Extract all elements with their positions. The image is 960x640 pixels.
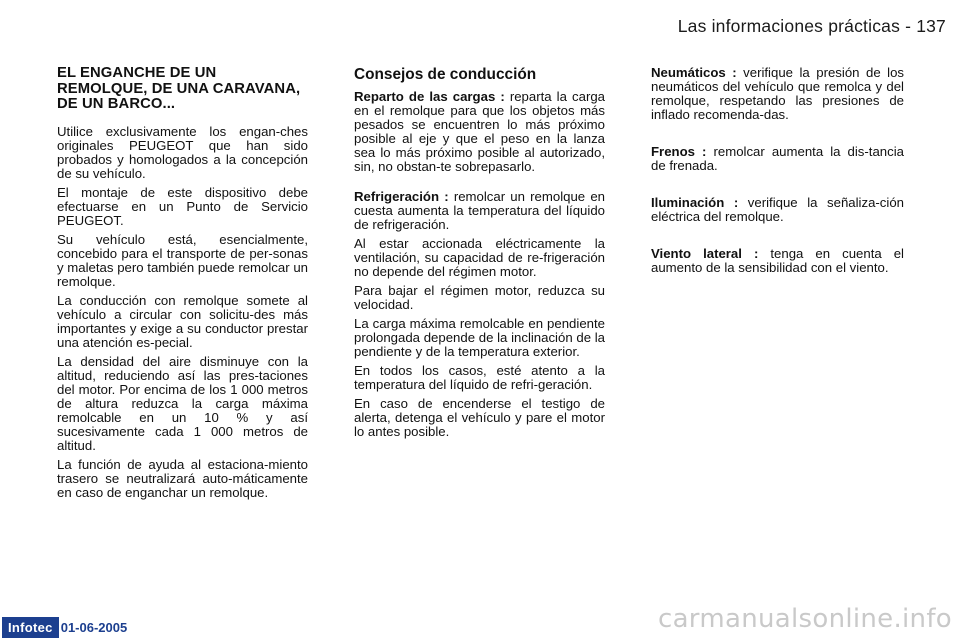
column-checks [651, 66, 904, 298]
header-separator: - [905, 16, 912, 36]
advice-paragraph: Para bajar el régimen motor, reduzca su velocidad. [354, 283, 605, 312]
towing-paragraph: El montaje de este dispositivo debe efectuarse en un Punto de Servicio PEUGEOT. [57, 184, 308, 228]
brakes-label: Frenos : [651, 144, 707, 159]
lighting-label: Iluminación : [651, 195, 739, 210]
column-towing [57, 66, 308, 505]
print-date: 01-06-2005 [60, 620, 128, 635]
crosswind-text: tenga en cuenta el aumento de la sensibilidad con el viento. [651, 246, 904, 275]
lighting-text: verifique la señaliza-ción eléctrica del remolque. [651, 195, 904, 224]
cooling-text: remolcar un remolque en cuesta aumenta la temperatura del líquido de refrigeración. [354, 189, 605, 232]
page-number: 137 [916, 16, 946, 36]
tyres-label: Neumáticos : [651, 65, 737, 80]
site-watermark: carmanualsonline.info [657, 604, 952, 634]
load-paragraph [354, 90, 605, 174]
tyres-text: verifique la presión de los neumáticos del vehículo que remolca y del remolque, respetando las presiones de inflado recomenda-das. [651, 65, 904, 122]
load-label: Reparto de las cargas : [354, 89, 505, 104]
lighting-item [651, 196, 904, 224]
section-title: Las informaciones prácticas [677, 16, 901, 36]
towing-paragraph: Su vehículo está, esencialmente, concebido para el transporte de per-sonas y maletas pero también puede remolcar un remolque. [57, 231, 308, 289]
towing-paragraph: Utilice exclusivamente los engan-ches originales PEUGEOT que han sido probados y homologados a la concepción de su vehículo. [57, 123, 308, 181]
page-header [678, 16, 946, 37]
advice-paragraph: En caso de encenderse el testigo de alerta, detenga el vehículo y pare el motor lo antes posible. [354, 396, 605, 439]
brakes-item [651, 145, 904, 173]
towing-title: EL ENGANCHE DE UN REMOLQUE, DE UNA CARAVANA, DE UN BARCO... [57, 65, 301, 112]
towing-paragraph: La conducción con remolque somete al vehículo a circular con solicitu-des más importantes y exige a su conductor prestar una atención es-pecial. [57, 292, 308, 350]
towing-paragraph: La densidad del aire disminuye con la altitud, reduciendo así las pres-taciones del motor. Por encima de los 1 000 metros de altura reduzca la carga máxima remolcable en un 10 % y así sucesivamente cada 1 000 metros de altitud. [57, 353, 308, 453]
advice-paragraph: La carga máxima remolcable en pendiente prolongada depende de la inclinación de la pendiente y de la temperatura exterior. [354, 316, 605, 359]
tyres-item [651, 66, 904, 122]
load-text: reparta la carga en el remolque para que los objetos más pesados se encuentren lo más próximo posible al eje y que el peso en la lanza sea lo más próximo posible al autorizado, sin, no obstan-te sobrepasarlo. [354, 89, 606, 174]
column-driving-advice [354, 66, 605, 444]
cooling-label: Refrigeración : [354, 189, 449, 204]
crosswind-label: Viento lateral : [651, 246, 759, 261]
driving-advice-title: Consejos de conducción [354, 66, 537, 83]
infotec-logo: Infotec [2, 617, 59, 638]
towing-paragraph: La función de ayuda al estaciona-miento trasero se neutralizará auto-máticamente en caso de enganchar un remolque. [57, 456, 308, 500]
advice-paragraph: En todos los casos, esté atento a la temperatura del líquido de refri-geración. [354, 363, 605, 392]
cooling-paragraph [354, 190, 605, 232]
brakes-text: remolcar aumenta la dis-tancia de frenada. [651, 144, 904, 173]
crosswind-item [651, 247, 904, 275]
page-footer [2, 617, 127, 638]
advice-paragraph: Al estar accionada eléctricamente la ventilación, su capacidad de re-frigeración no depende del régimen motor. [354, 236, 605, 279]
